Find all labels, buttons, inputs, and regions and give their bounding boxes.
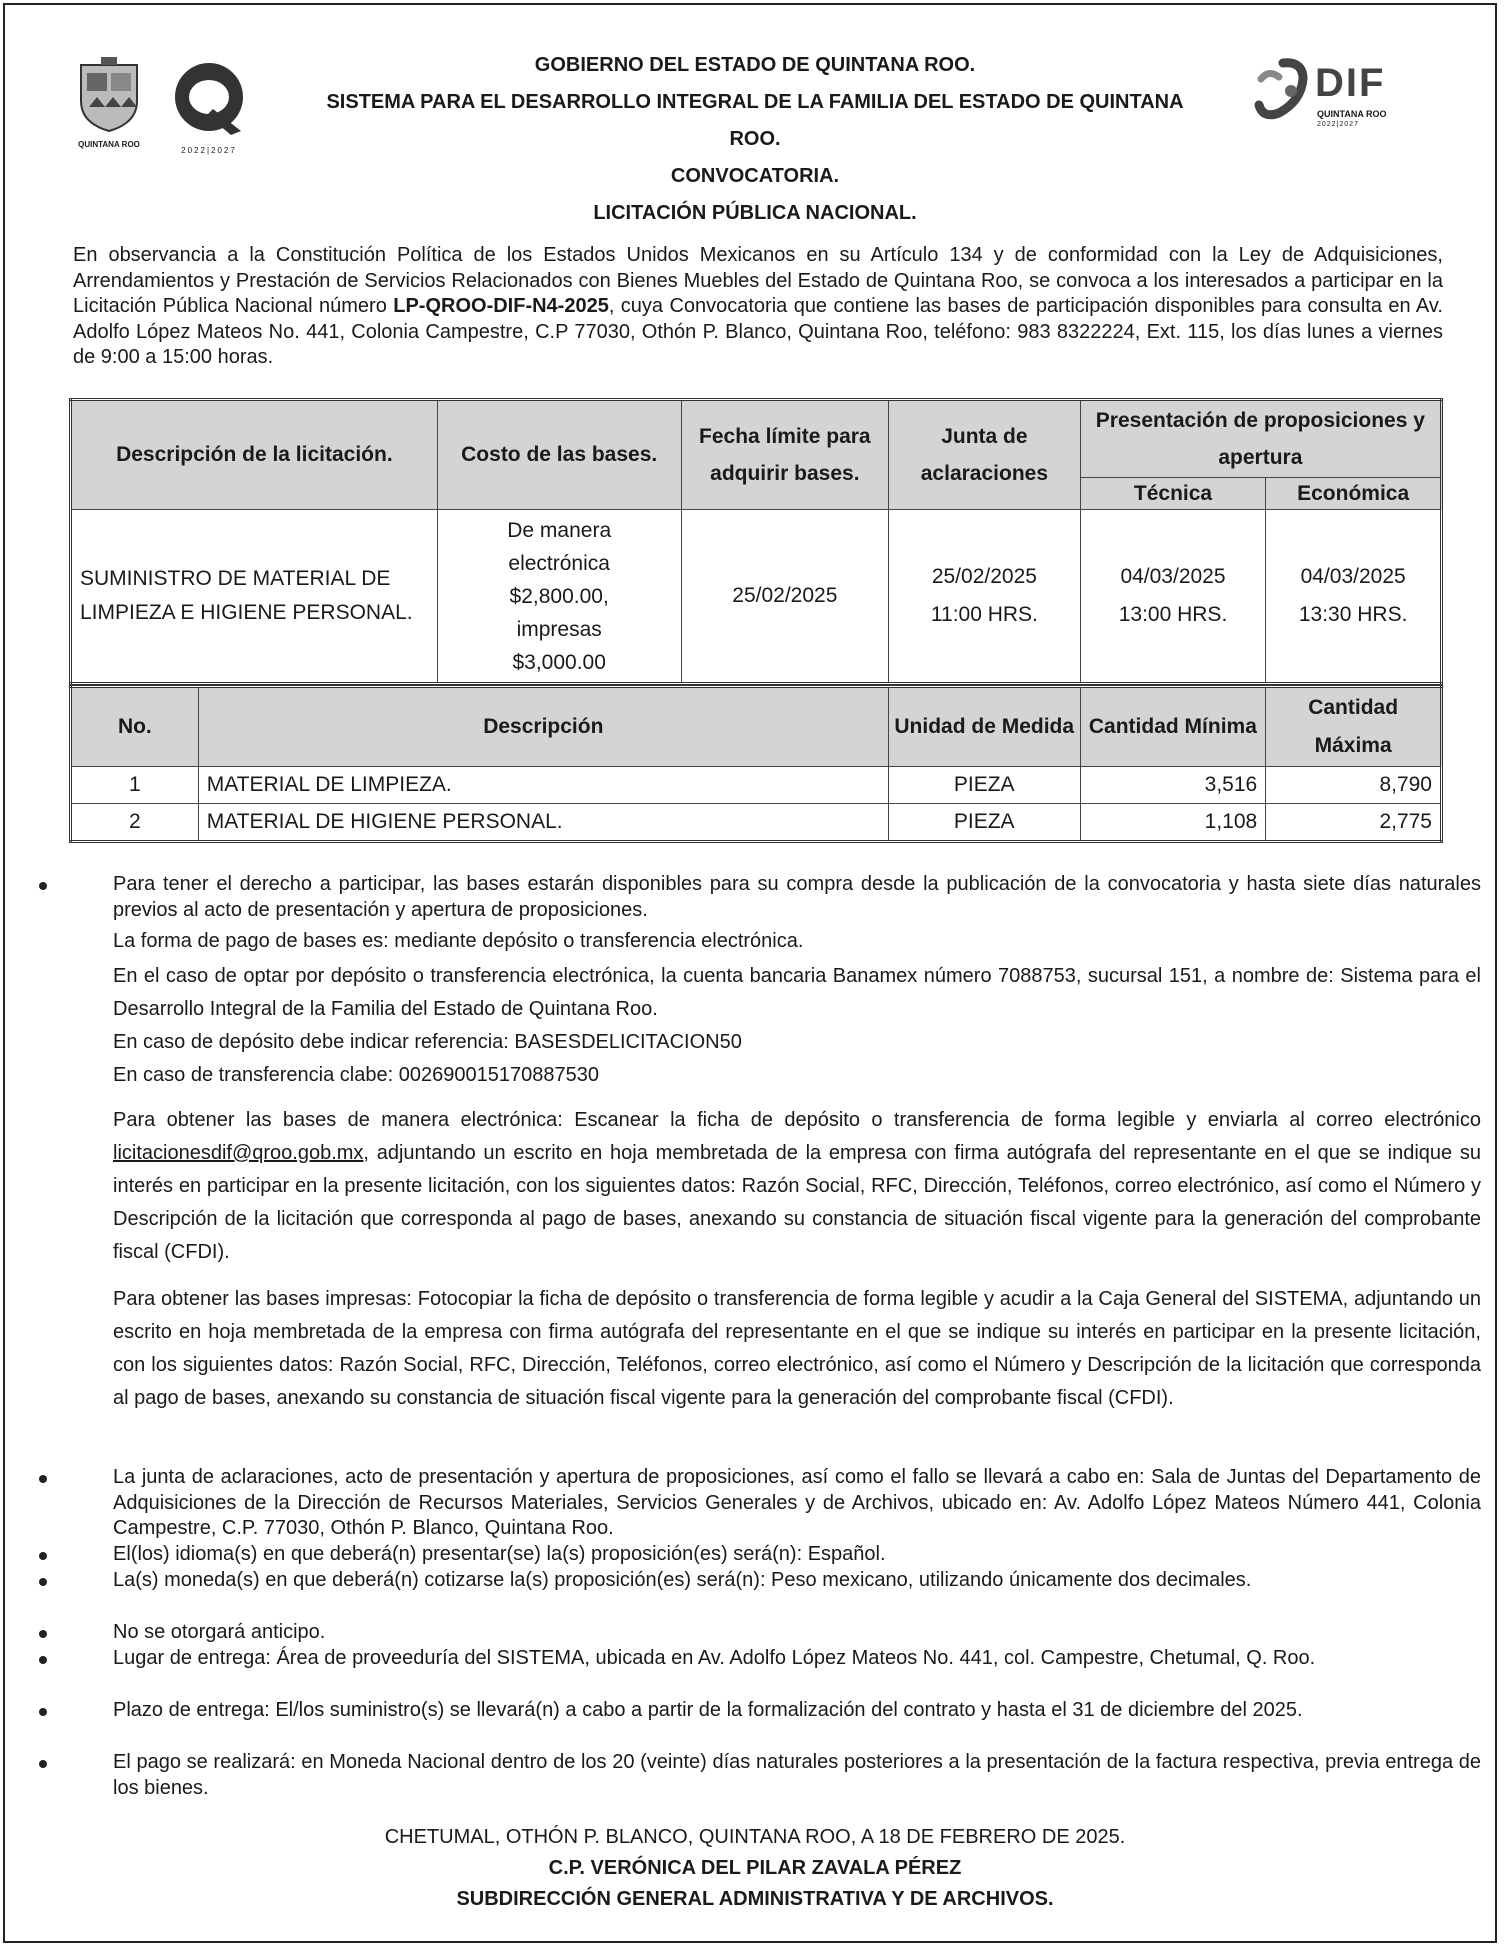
col-item-descripcion: Descripción [198,687,888,767]
col-minima: Cantidad Mínima [1080,687,1266,767]
dif-subtitle: QUINTANA ROO [1317,109,1387,119]
bullet-icon [39,1656,47,1664]
delivery-place: Lugar de entrega: Área de proveeduría del SISTEMA, ubicada en Av. Adolfo López Mateos No. 441, col. Campestre, Chetumal, Q. Roo. [113,1647,1316,1669]
col-descripcion: Descripción de la licitación. [71,400,438,510]
header-line-3: ROO. [729,128,781,150]
dif-text: DIF [1315,61,1386,105]
printed-bases-paragraph: Para obtener las bases impresas: Fotocopiar la ficha de depósito o transferencia de forma legible y acudir a la Caja General del SISTEMA, adjuntando un escrito en hoja membretada de la empresa con firma autógrafa del representante en el que se indique su interés en participar en la presente licitación, con los siguientes datos: Razón Social, RFC, Dirección, Teléfonos, correo electrónico, así como el Número y Descripción de la licitación que corresponda al pago de bases, anexando su constancia de situación fiscal vigente para la generación del comprobante fiscal (CFDI). [113,1288,1481,1409]
col-tecnica: Técnica [1080,478,1266,510]
cell-descripcion: SUMINISTRO DE MATERIAL DE LIMPIEZA E HIGIENE PERSONAL. [71,510,438,684]
cell-costo: De manera electrónica $2,800.00, impresas $3,000.00 [437,510,681,684]
licitacion-schedule-table [69,398,1443,685]
signatory-office: SUBDIRECCIÓN GENERAL ADMINISTRATIVA Y DE ARCHIVOS. [456,1888,1054,1910]
document-page [3,3,1497,1943]
tecnica-fecha: 04/03/2025 [1120,565,1226,588]
bullet-icon [39,1760,47,1768]
row-maxima: 8,790 [1266,767,1442,804]
dif-logo [1253,57,1433,141]
signatory-name: C.P. VERÓNICA DEL PILAR ZAVALA PÉREZ [548,1857,962,1879]
table1-header-row [71,400,1442,478]
electronic-bases-paragraph [113,1104,1481,1269]
col-no: No. [71,687,199,767]
payment-terms: El pago se realizará: en Moneda Nacional dentro de los 20 (veinte) días naturales posteriores a la presentación de la factura respectiva, previa entrega de los bienes. [113,1751,1481,1799]
intro-text-2: , cuya Convocatoria que contiene las bases de participación disponibles para consulta en Av. Adolfo López Mateos No. 441, Colonia Campestre, C.P 77030, Othón P. Blanco, Quintana Roo, teléfono: 983 8322224, Ext. 115, los días lunes a viernes de 9:00 a 15:00 horas. [73,295,1443,368]
header-line-1: GOBIERNO DEL ESTADO DE QUINTANA ROO. [534,54,976,76]
bullet-icon [39,1578,47,1586]
meeting-location: La junta de aclaraciones, acto de presentación y apertura de proposiciones, así como el fallo se llevará a cabo en: Sala de Juntas del Departamento de Adquisiciones de la Dirección de Recursos Materiales, Servicios Generales y de Archivos, ubicado en: Av. Adolfo López Mateos Número 441, Colonia Campestre, C.P. 77030, Othón P. Blanco, Quintana Roo. [113,1466,1481,1539]
col-fecha: Fecha límite para adquirir bases. [681,400,888,510]
row-minima: 3,516 [1080,767,1266,804]
electronic-text-1: Para obtener las bases de manera electrónica: Escanear la ficha de depósito o transferencia de forma legible y enviarla al correo electrónico [113,1109,1481,1131]
row-maxima: 2,775 [1266,804,1442,842]
economica-hora: 13:30 HRS. [1298,603,1408,626]
bullet-icon [39,882,47,890]
col-economica: Económica [1266,478,1442,510]
contact-email-link[interactable]: licitacionesdif@qroo.gob.mx [113,1142,364,1164]
col-costo: Costo de las bases. [437,400,681,510]
cell-economica [1266,510,1442,684]
shield-label: QUINTANA ROO [78,140,140,149]
bullet-icon [39,1708,47,1716]
row-descripcion: MATERIAL DE LIMPIEZA. [198,767,888,804]
transfer-clabe: En caso de transferencia clabe: 002690015170887530 [113,1064,599,1086]
currency: La(s) moneda(s) en que deberá(n) cotizarse la(s) proposición(es) será(n): Peso mexicano, utilizando únicamente dos decimales. [113,1569,1252,1591]
bank-account: En el caso de optar por depósito o transferencia electrónica, la cuenta bancaria Banamex número 7088753, sucursal 151, a nombre de: Sistema para el Desarrollo Integral de la Familia del Estado de Quintana Roo. [113,965,1481,1020]
table-row [71,767,1442,804]
q-logo [163,57,255,155]
table2-header-row [71,687,1442,767]
no-advance: No se otorgará anticipo. [113,1621,326,1643]
col-maxima: Cantidad Máxima [1266,687,1442,767]
table1-data-row [71,510,1442,684]
intro-paragraph [73,243,1443,371]
government-logos [75,57,255,155]
economica-fecha: 04/03/2025 [1300,565,1406,588]
place-date: CHETUMAL, OTHÓN P. BLANCO, QUINTANA ROO, A 18 DE FEBRERO DE 2025. [384,1826,1126,1848]
row-no: 2 [71,804,199,842]
q-years: 2022|2027 [181,146,237,155]
state-shield-logo [75,57,143,155]
table-row [71,804,1442,842]
delivery-term: Plazo de entrega: El/los suministro(s) se llevará(n) a cabo a partir de la formalización del contrato y hasta el 31 de diciembre del 2025. [113,1699,1303,1721]
payment-form: La forma de pago de bases es: mediante depósito o transferencia electrónica. [113,930,804,952]
cell-fecha: 25/02/2025 [681,510,888,684]
tecnica-hora: 13:00 HRS. [1118,603,1228,626]
row-no: 1 [71,767,199,804]
bullet-icon [39,1630,47,1638]
language: El(los) idioma(s) en que deberá(n) presentar(se) la(s) proposición(es) será(n): Español. [113,1543,886,1565]
header-line-2: SISTEMA PARA EL DESARROLLO INTEGRAL DE LA FAMILIA DEL ESTADO DE QUINTANA [326,91,1184,113]
licitacion-number: LP-QROO-DIF-N4-2025 [393,295,609,317]
col-junta: Junta de aclaraciones [889,400,1081,510]
bullet-icon [39,1475,47,1483]
bases-availability: Para tener el derecho a participar, las bases estarán disponibles para su compra desde la publicación de la convocatoria y hasta siete días naturales previos al acto de presentación y apertura de proposiciones. [113,873,1481,921]
row-descripcion: MATERIAL DE HIGIENE PERSONAL. [198,804,888,842]
cell-junta [889,510,1081,684]
header-line-4: CONVOCATORIA. [670,165,840,187]
electronic-text-2: , adjuntando un escrito en hoja membretada de la empresa con firma autógrafa del representante en el que se indique su interés en participar en la presente licitación, con los siguientes datos: Razón Social, RFC, Dirección, Teléfonos, correo electrónico, así como el Número y Descripción de la licitación que corresponda al pago de bases, anexando su constancia de situación fiscal vigente para la generación del comprobante fiscal (CFDI). [113,1142,1481,1263]
dif-years: 2022|2027 [1317,121,1359,128]
col-presentacion: Presentación de proposiciones y apertura [1080,400,1441,478]
document-header [275,47,1235,232]
cell-tecnica [1080,510,1266,684]
items-table [69,685,1443,843]
intro-text-1: En observancia a la Constitución Política de los Estados Unidos Mexicanos en su Artículo 134 y de conformidad con la Ley de Adquisiciones, Arrendamientos y Prestación de Servicios Relacionados con Bienes Muebles del Estado de Quintana Roo, se convoca a los interesados a participar en la Licitación Pública Nacional número [73,244,1443,317]
junta-hora: 11:00 HRS. [930,603,1038,626]
signature-block [5,1822,1505,1915]
col-unidad: Unidad de Medida [888,687,1080,767]
row-minima: 1,108 [1080,804,1266,842]
bullet-icon [39,1552,47,1560]
row-unidad: PIEZA [888,804,1080,842]
header-line-5: LICITACIÓN PÚBLICA NACIONAL. [593,202,917,224]
junta-fecha: 25/02/2025 [931,565,1037,588]
row-unidad: PIEZA [888,767,1080,804]
deposit-reference: En caso de depósito debe indicar referencia: BASESDELICITACION50 [113,1031,742,1053]
